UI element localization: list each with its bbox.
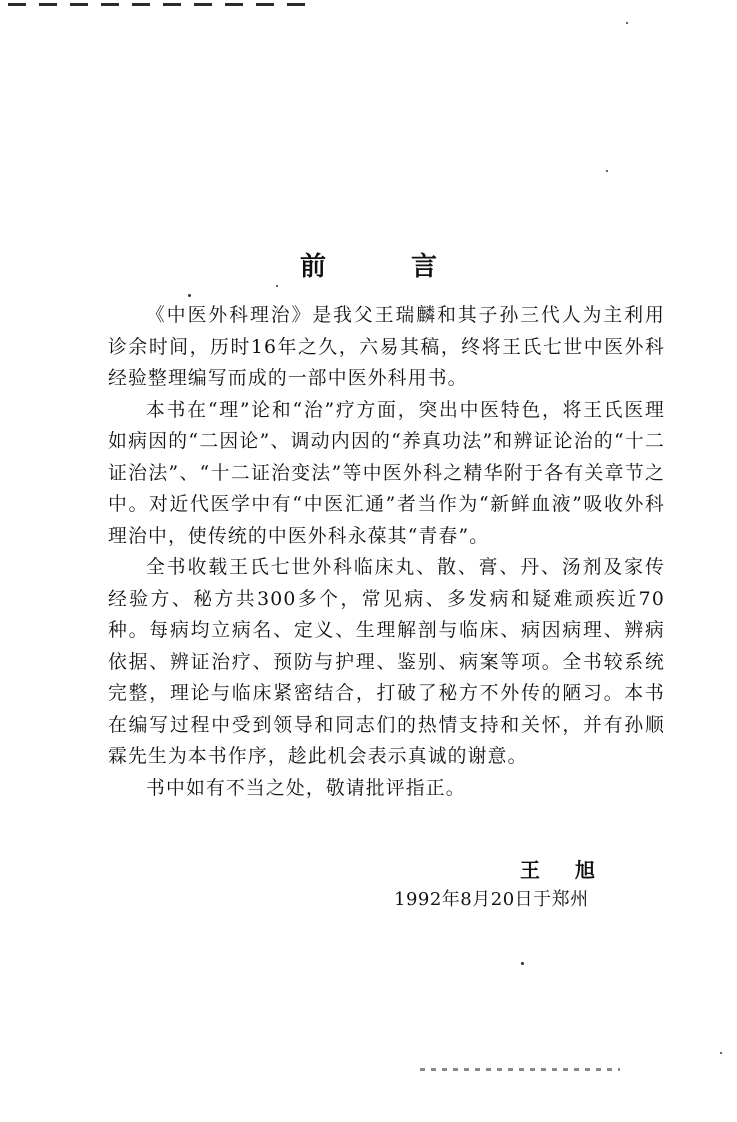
preface-body <box>108 300 665 804</box>
scan-speck <box>606 170 608 172</box>
author-signature: 王 旭 <box>520 858 609 882</box>
scan-speck <box>521 962 524 965</box>
preface-paragraph-3: 全书收载王氏七世外科临床丸、散、膏、丹、汤剂及家传经验方、秘方共300多个，常见病、多发病和疑难顽疾近70种。每病均立病名、定义、生理解剖与临床、病因病理、辨病依据、辨证治疗、预防与护理、鉴别、病案等项。全书较系统完整，理论与临床紧密结合，打破了秘方不外传的陋习。本书在编写过程中受到领导和同志们的热情支持和关怀，并有孙顺霖先生为本书作序，趁此机会表示真诚的谢意。 <box>108 557 665 767</box>
bottom-scan-noise <box>420 1068 620 1071</box>
preface-paragraph-2: 本书在“理”论和“治”疗方面，突出中医特色，将王氏医理如病因的“二因论”、调动内因的“养真功法”和辨证论治的“十二证治法”、“十二证治变法”等中医外科之精华附于各有关章节之中。对近代医学中有“中医汇通”者当作为“新鲜血液”吸收外科理治中，使传统的中医外科永葆其“青春”。 <box>108 399 665 547</box>
scan-speck <box>626 22 628 24</box>
scan-speck <box>276 285 278 287</box>
scan-speck <box>720 1052 722 1054</box>
preface-paragraph-1: 《中医外科理治》是我父王瑞麟和其子孙三代人为主利用诊余时间，历时16年之久，六易其稿，终将王氏七世中医外科经验整理编写而成的一部中医外科用书。 <box>108 305 665 389</box>
preface-title: 前 言 <box>299 252 476 283</box>
preface-paragraph-4: 书中如有不当之处，敬请批评指正。 <box>146 777 466 799</box>
top-edge-dashes <box>8 3 310 6</box>
scan-speck <box>188 294 191 297</box>
date-place-line: 1992年8月20日于郑州 <box>394 889 589 910</box>
